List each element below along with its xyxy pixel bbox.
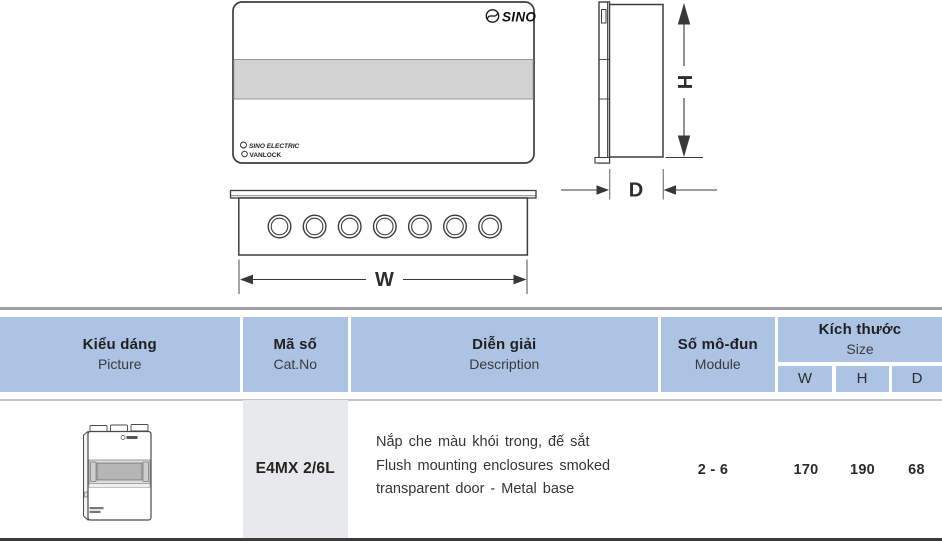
- row-description-line1: Nắp che màu khói trong, đế sắt: [376, 434, 590, 450]
- row-description-line3: transparent door - Metal base: [376, 481, 575, 497]
- header-size-h: H: [836, 366, 889, 393]
- side-view-box: [610, 5, 664, 158]
- table-top-rule: [0, 307, 942, 310]
- header-description-en: Description: [469, 356, 540, 372]
- row-size-w: 170: [793, 462, 819, 478]
- header-picture: [0, 317, 240, 392]
- row-description: [376, 431, 646, 502]
- dim-w-label: W: [375, 269, 394, 291]
- dimension-w: [239, 260, 527, 295]
- thumb-window: [97, 463, 142, 480]
- header-size-w: W: [778, 366, 832, 393]
- bottom-view-flange: [231, 191, 537, 199]
- row-module: 2 - 6: [697, 462, 729, 478]
- side-view-latch: [602, 10, 607, 24]
- header-size: [778, 317, 942, 362]
- thumb-side-face: [84, 432, 89, 521]
- bottom-view: [231, 191, 537, 256]
- product-image: [72, 417, 168, 523]
- header-catno: [243, 317, 348, 392]
- header-size-en: Size: [846, 341, 874, 357]
- header-description-vi: Diễn giải: [472, 336, 537, 353]
- dimension-h: [666, 3, 704, 158]
- sino-electric-logo-text: SINO ELECTRIC: [249, 142, 300, 150]
- header-description: [351, 317, 658, 392]
- row-catno: E4MX 2/6L: [255, 460, 335, 477]
- arrow-left-icon: [240, 275, 253, 285]
- header-catno-en: Cat.No: [273, 356, 318, 372]
- header-picture-en: Picture: [97, 356, 142, 372]
- front-view-gray-band: [234, 60, 533, 100]
- dim-h-label: H: [673, 74, 695, 90]
- row-size-d: 68: [908, 462, 925, 478]
- vanlock-logo-text: VANLOCK: [249, 152, 282, 159]
- row-size-h: 190: [849, 462, 876, 478]
- header-module-en: Module: [694, 356, 741, 372]
- arrow-down-icon: [678, 136, 690, 158]
- arrow-right-icon: [597, 185, 610, 195]
- side-view-foot: [595, 158, 610, 164]
- header-module-vi: Số mô-đun: [677, 336, 758, 353]
- header-module: [661, 317, 775, 392]
- dim-d-label: D: [628, 179, 644, 202]
- header-size-vi: Kích thước: [818, 321, 902, 338]
- arrow-left-icon: [664, 185, 677, 195]
- row-description-line2: Flush mounting enclosures smoked: [376, 457, 611, 474]
- header-catno-vi: Mã số: [273, 336, 317, 353]
- dimension-d: [561, 169, 717, 202]
- arrow-right-icon: [514, 275, 527, 285]
- sino-logo-text: SINO: [502, 9, 537, 25]
- header-body-divider: [0, 399, 942, 401]
- arrow-up-icon: [678, 3, 690, 25]
- header-size-d: D: [892, 366, 942, 393]
- side-view: [595, 2, 663, 163]
- front-view: [233, 2, 537, 163]
- header-picture-vi: Kiểu dáng: [82, 336, 157, 353]
